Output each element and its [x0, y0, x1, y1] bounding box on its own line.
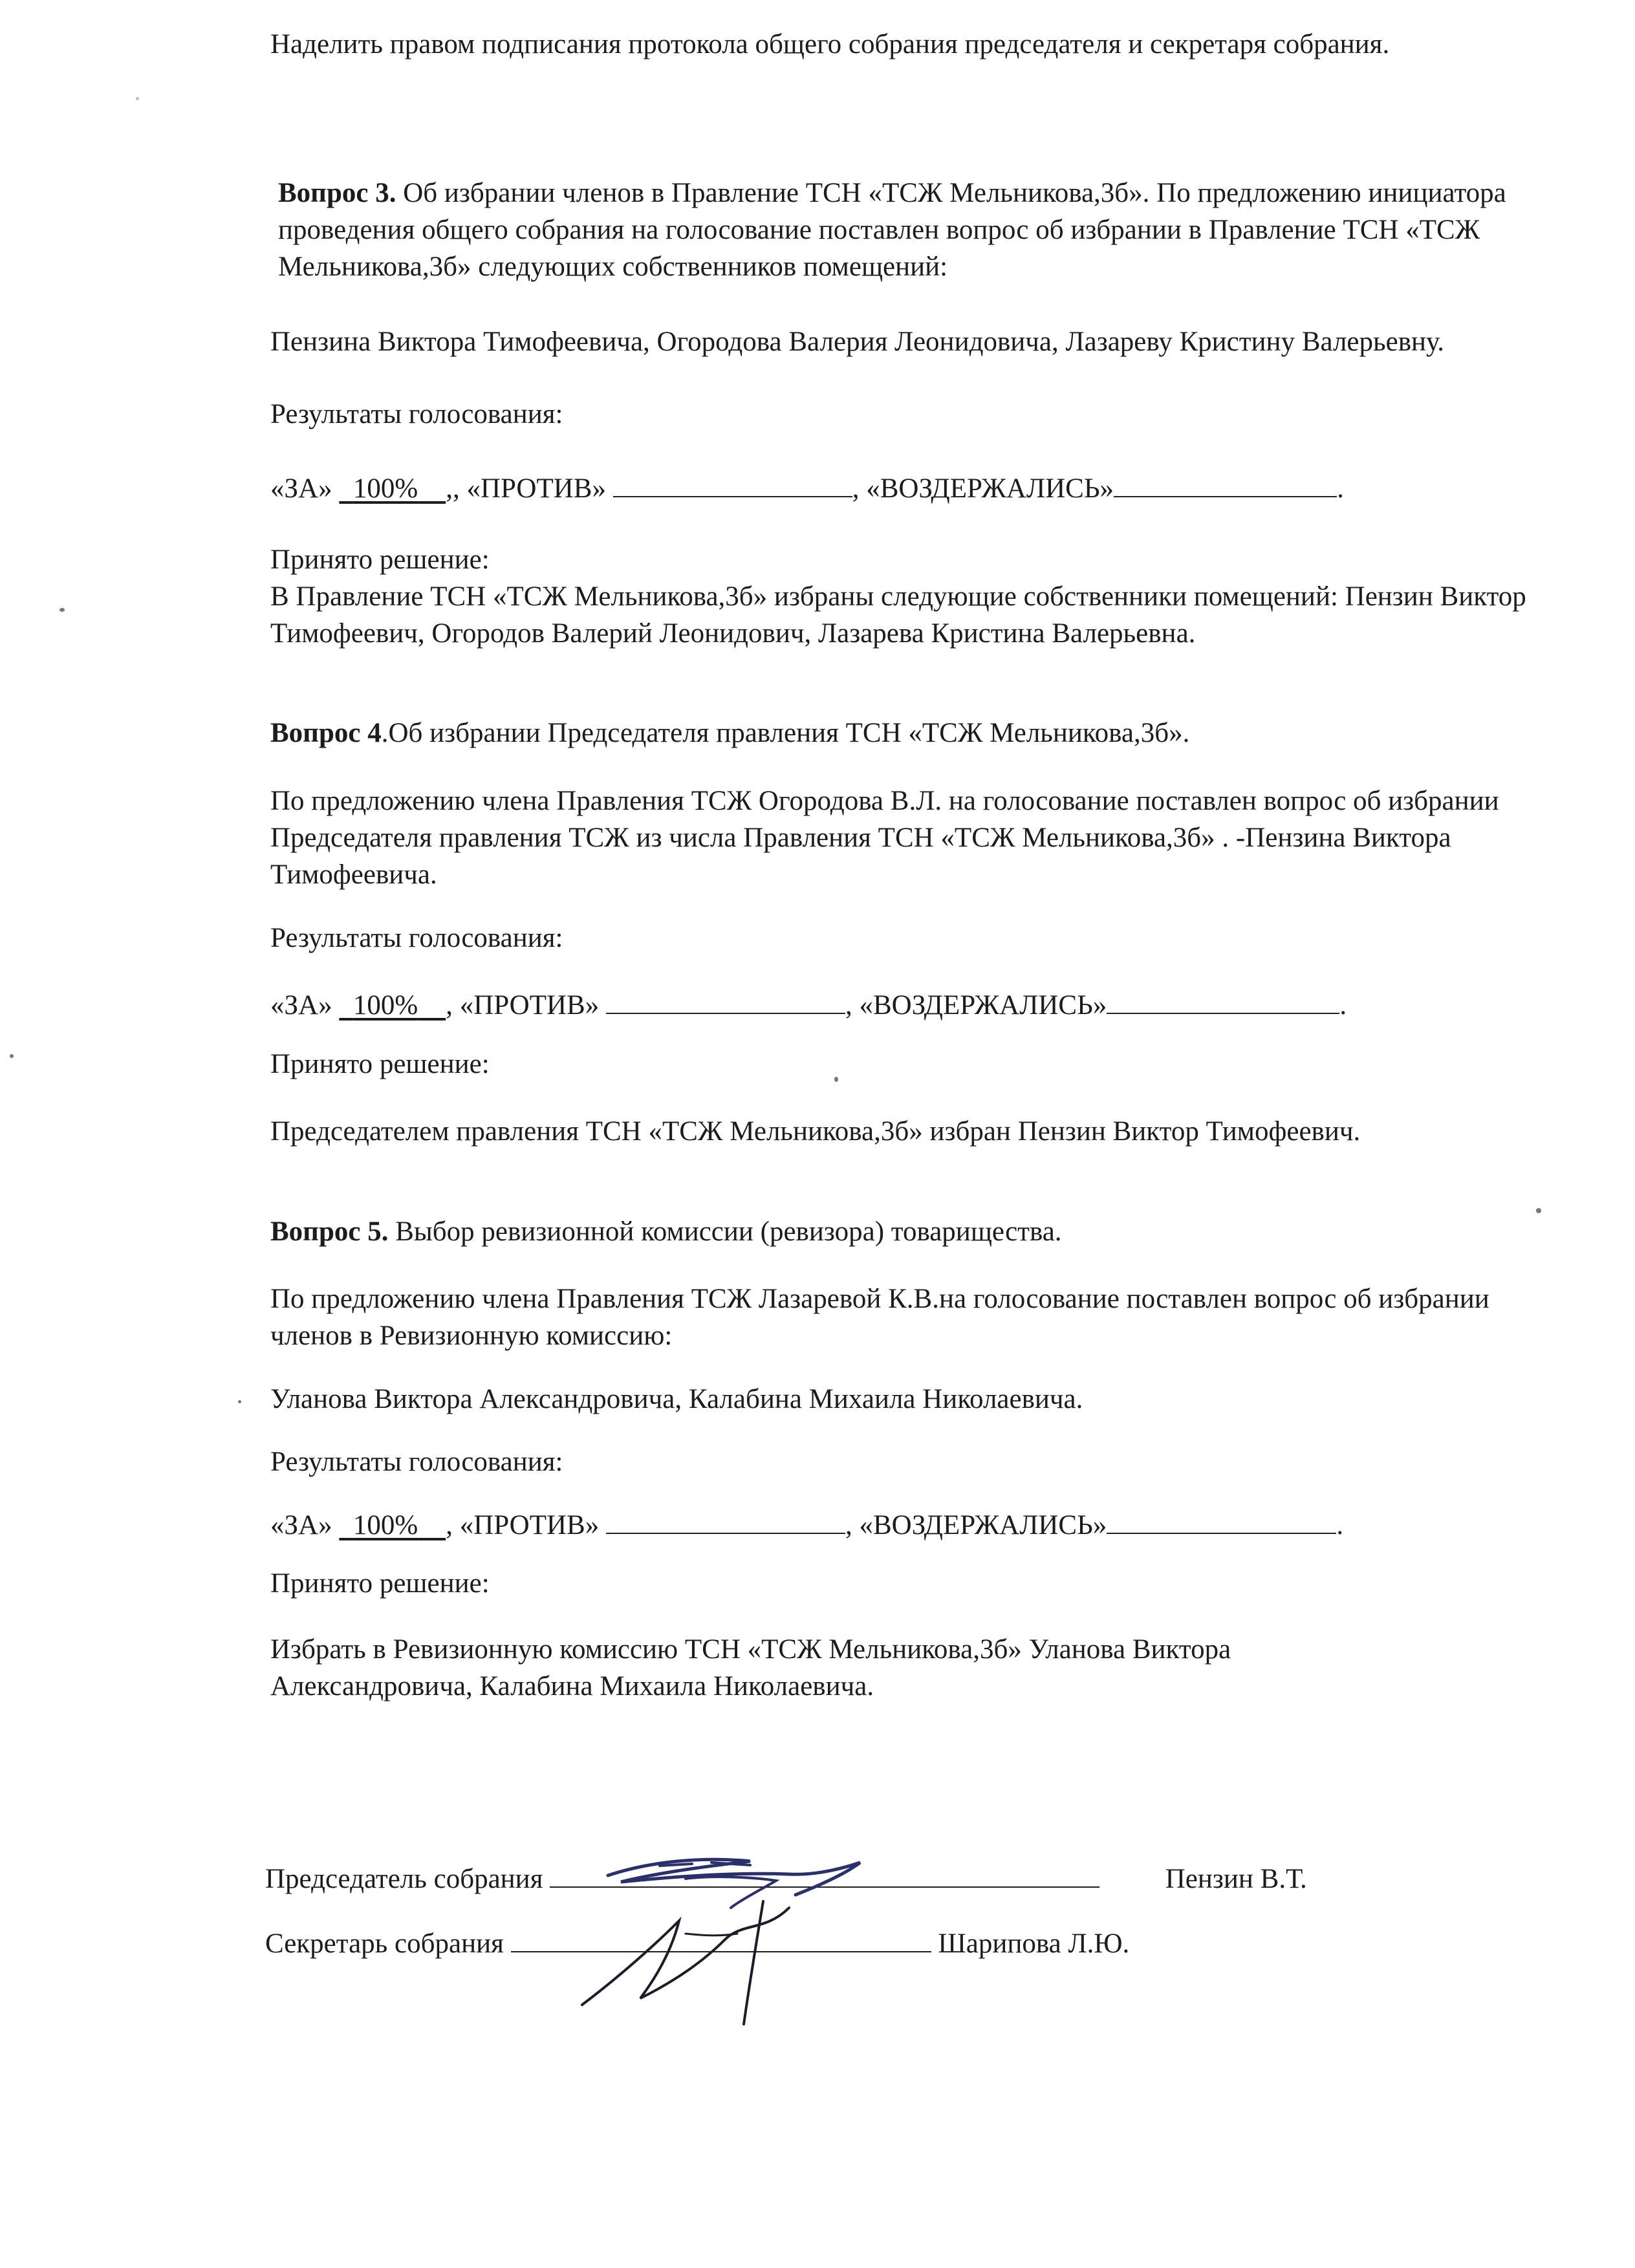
question-5-vote-line: «ЗА» 100% , «ПРОТИВ» , «ВОЗДЕРЖАЛИСЬ» . — [270, 1510, 1344, 1540]
question-3-heading: Вопрос 3. — [278, 178, 396, 208]
vote-vozd-blank — [1114, 477, 1337, 497]
vote-za-label: «ЗА» — [270, 1510, 340, 1540]
question-3-results-label: Результаты голосования: — [270, 399, 563, 429]
question-3-text: Об избрании членов в Правление ТСН «ТСЖ Мельникова,3б». По предложению инициатора проведения общего собрания на голосование поставлен вопрос об избрании в Правление ТСН «ТСЖ Мельникова,3б» следующих собственников помещений: — [278, 178, 1506, 282]
vote-protiv-blank — [613, 477, 852, 497]
question-4-decision: Председателем правления ТСН «ТСЖ Мельникова,3б» избран Пензин Виктор Тимофеевич. — [270, 1116, 1361, 1147]
vote-vozd-blank — [1107, 1513, 1336, 1534]
question-4-vote-line: «ЗА» 100% , «ПРОТИВ» , «ВОЗДЕРЖАЛИСЬ» . — [270, 990, 1347, 1021]
scan-speck — [238, 1400, 241, 1403]
vote-za-percent: 100% — [352, 990, 418, 1021]
question-5-proposal: По предложению члена Правления ТСЖ Лазаревой К.В.на голосование поставлен вопрос об избрании членов в Ревизионную комиссию: — [270, 1284, 1489, 1351]
scan-speck — [834, 1077, 838, 1082]
vote-vozd-label: , «ВОЗДЕРЖАЛИСЬ» — [845, 1510, 1107, 1540]
question-4-heading: Вопрос 4 — [270, 718, 382, 748]
scan-speck — [10, 1054, 14, 1058]
scan-speck — [1536, 1208, 1541, 1213]
question-4-results-label: Результаты голосования: — [270, 923, 563, 953]
question-5-heading: Вопрос 5. — [270, 1216, 389, 1247]
question-5 — [270, 1213, 1538, 1250]
vote-za-label: «ЗА» — [270, 473, 340, 504]
question-5-decision: Избрать в Ревизионную комиссию ТСН «ТСЖ Мельникова,3б» Уланова Виктора Александровича, Калабина Михаила Николаевича. — [270, 1634, 1231, 1701]
vote-protiv-label: ,, «ПРОТИВ» — [446, 473, 613, 504]
scan-speck — [60, 608, 65, 612]
chair-name: Пензин В.Т. — [1165, 1864, 1307, 1894]
vote-protiv-blank — [606, 993, 845, 1014]
vote-za-label: «ЗА» — [270, 990, 340, 1021]
vote-protiv-blank — [606, 1513, 845, 1534]
question-3 — [278, 175, 1546, 285]
vote-vozd-blank — [1107, 993, 1339, 1014]
question-5-candidates: Уланова Виктора Александровича, Калабина Михаила Николаевича. — [270, 1384, 1083, 1414]
question-4-decision-label: Принято решение: — [270, 1049, 490, 1079]
question-3-decision: В Правление ТСН «ТСЖ Мельникова,3б» избраны следующие собственники помещений: Пензин Виктор Тимофеевич, Огородов Валерий Леонидович, Лазарева Кристина Валерьевна. — [270, 581, 1526, 649]
question-3-vote-line: «ЗА» 100% ,, «ПРОТИВ» , «ВОЗДЕРЖАЛИСЬ» . — [270, 473, 1344, 504]
secretary-name: Шарипова Л.Ю. — [938, 1928, 1130, 1959]
question-4-text: .Об избрании Председателя правления ТСН «ТСЖ Мельникова,3б». — [381, 718, 1190, 748]
question-3-decision-label: Принято решение: — [270, 545, 490, 575]
vote-vozd-label: , «ВОЗДЕРЖАЛИСЬ» — [852, 473, 1114, 504]
scan-speck — [136, 97, 139, 100]
chair-label: Председатель собрания — [265, 1864, 543, 1894]
question-4-proposal: По предложению члена Правления ТСЖ Огородова В.Л. на голосование поставлен вопрос об избрании Председателя правления ТСЖ из числа Правления ТСН «ТСЖ Мельникова,3б» . -Пензина Виктора Тимофеевича. — [270, 786, 1499, 890]
question-3-candidates: Пензина Виктора Тимофеевича, Огородова Валерия Леонидовича, Лазареву Кристину Валерьевну. — [270, 327, 1444, 357]
secretary-handwritten-signature — [569, 1888, 854, 2031]
question-5-results-label: Результаты голосования: — [270, 1447, 563, 1477]
question-5-decision-label: Принято решение: — [270, 1568, 490, 1599]
vote-protiv-label: , «ПРОТИВ» — [446, 990, 606, 1021]
vote-protiv-label: , «ПРОТИВ» — [446, 1510, 606, 1540]
question-4 — [270, 715, 1538, 751]
paragraph-signing-rights: Наделить правом подписания протокола общего собрания председателя и секретаря собрания. — [270, 29, 1390, 59]
question-5-text: Выбор ревизионной комиссии (ревизора) товарищества. — [388, 1216, 1062, 1247]
vote-za-percent: 100% — [352, 473, 418, 504]
vote-za-percent: 100% — [352, 1510, 418, 1540]
secretary-label: Секретарь собрания — [265, 1928, 504, 1959]
vote-vozd-label: , «ВОЗДЕРЖАЛИСЬ» — [845, 990, 1107, 1021]
